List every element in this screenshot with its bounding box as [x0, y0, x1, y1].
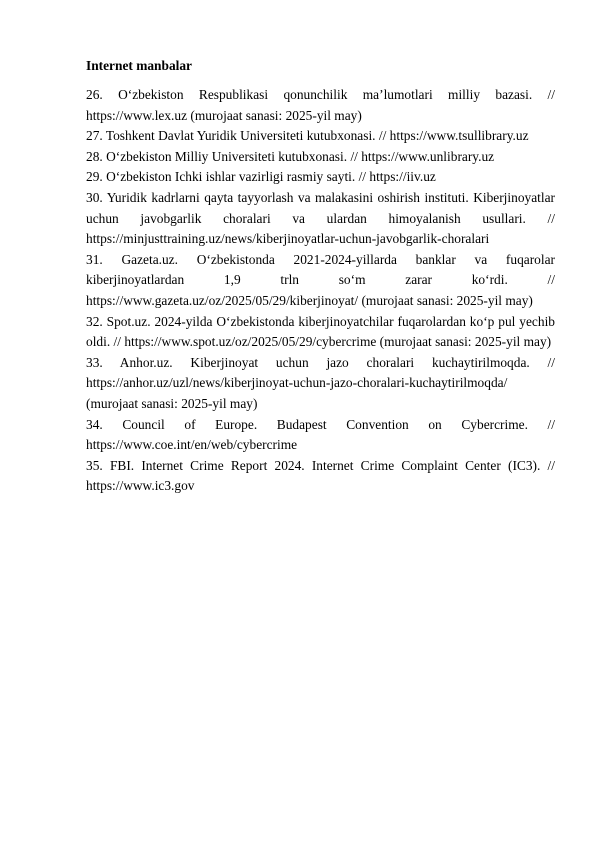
reference-26: 26. O‘zbekiston Respublikasi qonunchilik ma’lumotlari milliy bazasi. // https://www.lex.uz (murojaat sanasi: 2025-yil may) — [86, 87, 555, 123]
reference-33: 33. Anhor.uz. Kiberjinoyat uchun jazo choralari kuchaytirilmoqda. // https://anhor.uz/uzl/news/kiberjinoyat-uchun-jazo-choralari-kuchaytirilmoqda/ (murojaat sanasi: 2025-yil may) — [86, 354, 555, 411]
reference-34: 34. Council of Europe. Budapest Convention on Cybercrime. // https://www.coe.int/en/web/cybercrime — [86, 416, 555, 453]
reference-28: 28. O‘zbekiston Milliy Universiteti kutubxonasi. // https://www.unlibrary.uz — [86, 148, 495, 164]
reference-31: 31. Gazeta.uz. O‘zbekistonda 2021-2024-yillarda banklar va fuqarolar kiberjinoyatlardan 1,9 trln so‘m zarar ko‘rdi. // https://www.gazeta.uz/oz/2025/05/29/kiberjinoyat/ (murojaat sanasi: 2025-yil may) — [86, 251, 555, 308]
reference-35: 35. FBI. Internet Crime Report 2024. Internet Crime Complaint Center (IC3). // https://www.ic3.gov — [86, 457, 555, 494]
document-page — [86, 56, 555, 497]
reference-27: 27. Toshkent Davlat Yuridik Universiteti kutubxonasi. // https://www.tsullibrary.uz — [86, 128, 529, 144]
reference-29: 29. O‘zbekiston Ichki ishlar vazirligi rasmiy sayti. // https://iiv.uz — [86, 169, 436, 185]
reference-32: 32. Spot.uz. 2024-yilda O‘zbekistonda kiberjinoyatchilar fuqarolardan ko‘p pul yechib oldi. // https://www.spot.uz/oz/2025/05/29/cybercrime (murojaat sanasi: 2025-yil may) — [86, 313, 555, 350]
reference-30: 30. Yuridik kadrlarni qayta tayyorlash va malakasini oshirish instituti. Kiberjinoyatlar uchun javobgarlik choralari va ulardan himoyalanish usullari. // https://minjusttraining.uz/news/kiberjinoyatlar-uchun-javobgarlik-choralari — [86, 189, 555, 247]
section-heading: Internet manbalar — [86, 58, 193, 73]
